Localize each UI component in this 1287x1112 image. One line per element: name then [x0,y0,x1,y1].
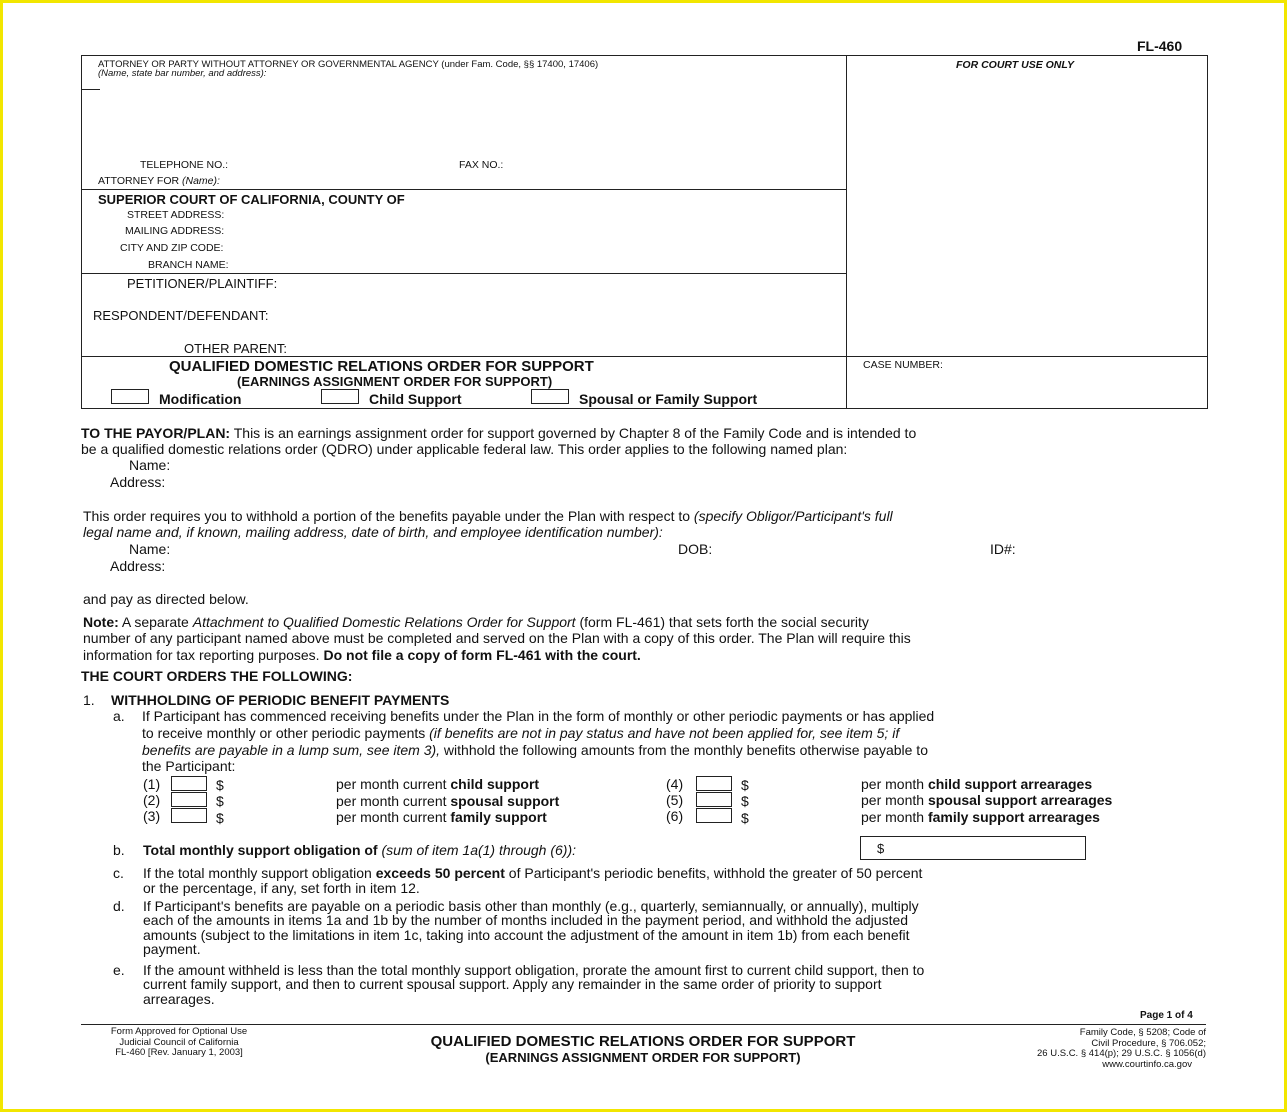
amount-4-box[interactable] [696,776,732,791]
caption-divider-3 [82,356,1207,357]
item-d-line1: If Participant's benefits are payable on a periodic basis other than monthly (e.g., quarterly, semiannually, or annually), multiply [143,898,919,914]
item-e-line1: If the amount withheld is less than the total monthly support obligation, prorate the amount first to current child support, then to [143,962,925,978]
mailing-label: MAILING ADDRESS: [125,225,225,237]
amount-5-box[interactable] [696,792,732,807]
amount-4-currency: $ [741,777,749,793]
note-line2: number of any participant named above must be completed and served on the Plan with a copy of this order. The Plan will require this [83,630,911,646]
item-b-text: Total monthly support obligation of (sum of item 1a(1) through (6)): [143,842,577,858]
amount-2-box[interactable] [171,792,207,807]
modification-label: Modification [159,391,242,407]
item-a-line3: benefits are payable in a lump sum, see item 3), withhold the following amounts from the monthly benefits otherwise payable to [142,742,928,758]
amount-2-number: (2) [143,792,161,808]
footer-left: Form Approved for Optional Use Judicial Council of California FL-460 [Rev. January 1, 2003] [110,1026,248,1058]
item-d-label: d. [113,898,125,914]
amount-6-label: per month family support arrearages [861,809,1100,825]
spousal-support-label: Spousal or Family Support [579,391,758,407]
amount-1-box[interactable] [171,776,207,791]
amount-2-currency: $ [216,793,224,809]
item1-title: WITHHOLDING OF PERIODIC BENEFIT PAYMENTS [111,692,450,708]
amount-1-number: (1) [143,776,161,792]
item-a-label: a. [113,708,125,724]
amount-4-number: (4) [666,776,684,792]
footer-title: QUALIFIED DOMESTIC RELATIONS ORDER FOR SUPPORT [430,1033,856,1050]
case-number-label: CASE NUMBER: [863,359,943,371]
item1-number: 1. [83,692,95,708]
amount-3-box[interactable] [171,808,207,823]
modification-checkbox[interactable] [111,389,149,404]
amount-6-box[interactable] [696,808,732,823]
caption-doc-subtitle: (EARNINGS ASSIGNMENT ORDER FOR SUPPORT) [237,374,553,389]
attorney-for-label: ATTORNEY FOR (Name): [98,175,220,187]
page-indicator: Page 1 of 4 [1140,1010,1193,1021]
amount-4-label: per month child support arrearages [861,776,1093,792]
item-d-line3: amounts (subject to the limitations in item 1c, taking into account the adjustment of the amount in item 1b) from each benefit [143,927,910,943]
participant-id-label: ID#: [990,541,1016,557]
item-d-line2: each of the amounts in items 1a and 1b by the number of months included in the payment period, and withhold the adjusted [143,912,909,928]
footer-rule [81,1024,1206,1025]
court-use-label: FOR COURT USE ONLY [956,59,1075,71]
amount-2-label: per month current spousal support [336,793,560,809]
amount-5-label: per month spousal support arrearages [861,792,1113,808]
caption-divider-1 [82,189,846,190]
withhold-line2: legal name and, if known, mailing address, date of birth, and employee identification number): [83,524,663,540]
item-b-label: b. [113,842,125,858]
item-c-label: c. [113,865,124,881]
amount-3-label: per month current family support [336,809,547,825]
payor-paragraph-line1: TO THE PAYOR/PLAN: This is an earnings assignment order for support governed by Chapter 8 of the Family Code and is intended to [81,425,917,441]
amount-6-number: (6) [666,808,684,824]
fax-label: FAX NO.: [459,159,504,171]
form-number: FL-460 [1137,38,1183,54]
caption-box [81,55,1208,409]
item-a-line4: the Participant: [142,758,236,774]
participant-dob-label: DOB: [678,541,713,557]
caption-tick [82,89,100,90]
participant-address-label: Address: [110,558,166,574]
telephone-label: TELEPHONE NO.: [140,159,229,171]
caption-divider-2 [82,273,846,274]
amount-1-label: per month current child support [336,776,540,792]
footer-title-block [340,1034,946,1065]
total-currency: $ [877,841,885,856]
note-line1: Note: A separate Attachment to Qualified Domestic Relations Order for Support (form FL-461) that sets forth the social security [83,614,869,630]
item-a-line2: to receive monthly or other periodic payments (if benefits are not in pay status and have not been applied for, see item 5; if [142,725,900,741]
item-c-line2: or the percentage, if any, set forth in item 12. [143,880,420,896]
footer-subtitle: (EARNINGS ASSIGNMENT ORDER FOR SUPPORT) [485,1050,801,1065]
item-e-line2: current family support, and then to current spousal support. Apply any remainder in the same order of priority to support [143,976,882,992]
item-e-label: e. [113,962,125,978]
other-parent-label: OTHER PARENT: [184,341,288,356]
court-orders-heading: THE COURT ORDERS THE FOLLOWING: [81,668,353,684]
attorney-sub: (Name, state bar number, and address): [98,68,267,79]
city-label: CITY AND ZIP CODE: [120,242,224,254]
amount-3-currency: $ [216,810,224,826]
petitioner-label: PETITIONER/PLAINTIFF: [127,276,278,291]
caption-doc-title: QUALIFIED DOMESTIC RELATIONS ORDER FOR SUPPORT [169,358,594,375]
amount-1-currency: $ [216,777,224,793]
item-a-line1: If Participant has commenced receiving benefits under the Plan in the form of monthly or other periodic payments or has applied [142,708,935,724]
item-e-line3: arrearages. [143,991,215,1007]
child-support-checkbox[interactable] [321,389,359,404]
payor-paragraph-line2: be a qualified domestic relations order (QDRO) under applicable federal law. This order applies to the following named plan: [81,441,848,457]
footer-right: Family Code, § 5208; Code of Civil Procedure, § 706.052; 26 U.S.C. § 414(p); 29 U.S.C. § 1056(d) www.courtinfo.ca.gov [956,1028,1206,1070]
amount-5-currency: $ [741,793,749,809]
note-line3: information for tax reporting purposes. Do not file a copy of form FL-461 with the court. [83,647,641,663]
total-monthly-obligation-field[interactable] [860,836,1086,860]
item-d-line4: payment. [143,941,201,957]
attorney-label: ATTORNEY OR PARTY WITHOUT ATTORNEY OR GOVERNMENTAL AGENCY (under Fam. Code, §§ 17400, 17406) [98,59,599,70]
court-title: SUPERIOR COURT OF CALIFORNIA, COUNTY OF [98,192,405,207]
item-c-line1: If the total monthly support obligation exceeds 50 percent of Participant's periodic benefits, withhold the greater of 50 percent [143,865,923,881]
participant-name-label: Name: [129,541,171,557]
court-website-link[interactable]: www.courtinfo.ca.gov [1102,1058,1192,1070]
child-support-label: Child Support [369,391,462,407]
amount-3-number: (3) [143,808,161,824]
amount-6-currency: $ [741,810,749,826]
spousal-support-checkbox[interactable] [531,389,569,404]
withhold-line1: This order requires you to withhold a portion of the benefits payable under the Plan with respect to (specify Obligor/Participant's full [83,508,893,524]
branch-label: BRANCH NAME: [148,259,229,271]
respondent-label: RESPONDENT/DEFENDANT: [93,308,269,323]
amount-5-number: (5) [666,792,684,808]
plan-name-label: Name: [129,457,171,473]
pay-as-directed: and pay as directed below. [83,591,249,607]
street-label: STREET ADDRESS: [127,209,225,221]
plan-address-label: Address: [110,474,166,490]
